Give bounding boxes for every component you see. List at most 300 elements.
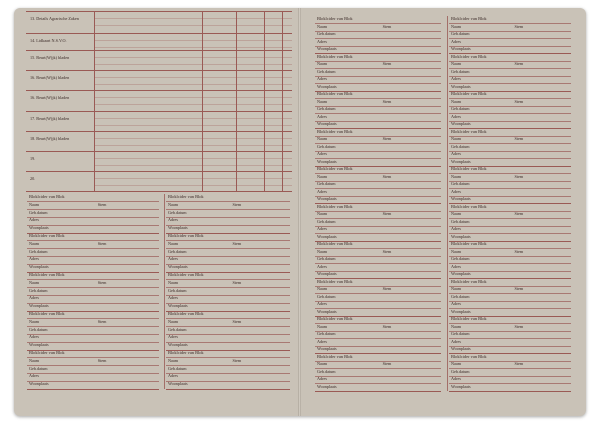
table-row-label: 13. Details Agrarische Zaken (30, 16, 79, 21)
block-stem-label: Stem (514, 323, 524, 329)
block-stem-label: Stem (382, 323, 392, 329)
block-stem-label: Stem (382, 98, 392, 104)
block-rule (449, 376, 571, 377)
block-naam-label: Naam (317, 136, 327, 141)
block-rule (449, 323, 571, 324)
block-naam-label: Naam (168, 357, 178, 363)
block-woonplaats-label: Woonplaats (168, 303, 188, 309)
block-rule (315, 38, 441, 39)
table-rule (26, 11, 292, 12)
block-naam-label: Naam (451, 61, 461, 66)
block-geb-label: Geb.datum (168, 326, 187, 332)
block-adres-label: Adres (451, 76, 462, 81)
block-rule (166, 357, 290, 358)
block-adres-label: Adres (451, 226, 462, 231)
block-bottom-rule (166, 389, 290, 390)
block-geb-label: Geb.datum (168, 209, 187, 215)
block-title: Bloklcider van Blok (29, 194, 65, 199)
block-form (27, 194, 163, 233)
block-geb-label: Geb.datum (168, 287, 187, 293)
block-form (315, 354, 445, 392)
block-form (315, 129, 445, 167)
table-row-label: 14. Lidkaart N.S.V.O. (30, 38, 67, 43)
block-form (449, 354, 575, 392)
block-title: Bloklcider van Blok (451, 241, 487, 246)
block-rule (315, 301, 441, 302)
block-column-divider (447, 16, 448, 391)
block-naam-label: Naam (451, 98, 461, 104)
block-geb-label: Geb.datum (451, 68, 470, 74)
block-geb-label: Geb.datum (451, 31, 470, 36)
block-geb-label: Geb.datum (317, 256, 336, 261)
block-rule (27, 217, 159, 218)
block-naam-label: Naam (317, 248, 327, 254)
block-naam-label: Naam (317, 98, 327, 104)
block-adres-label: Adres (29, 373, 40, 379)
block-rule (27, 318, 159, 319)
block-title: Bloklcider van Blok (451, 316, 487, 321)
block-stem-label: Stem (232, 240, 242, 246)
block-rule (449, 361, 571, 362)
block-geb-label: Geb.datum (451, 293, 470, 299)
block-geb-label: Geb.datum (317, 368, 336, 374)
writing-line (94, 57, 292, 58)
block-geb-label: Geb.datum (451, 256, 470, 261)
block-form (449, 279, 575, 317)
block-woonplaats-label: Woonplaats (168, 264, 188, 270)
block-naam-label: Naam (29, 279, 39, 285)
block-title: Bloklcider van Blok (317, 166, 353, 171)
block-title: Bloklcider van Blok (451, 203, 487, 209)
block-naam-label: Naam (29, 357, 39, 363)
block-stem-label: Stem (382, 136, 392, 141)
table-column-divider (264, 11, 265, 191)
block-rule (449, 338, 571, 339)
block-form (27, 233, 163, 272)
block-title: Bloklcider van Blok (451, 128, 487, 134)
block-adres-label: Adres (451, 263, 462, 269)
block-rule (166, 279, 290, 280)
block-title: Bloklcider van Blok (317, 353, 353, 359)
block-title: Bloklcider van Blok (317, 241, 353, 246)
block-geb-label: Geb.datum (451, 218, 470, 224)
block-adres-label: Adres (168, 217, 179, 223)
block-naam-label: Naam (451, 286, 461, 291)
block-woonplaats-label: Woonplaats (317, 233, 337, 239)
block-woonplaats-label: Woonplaats (29, 381, 49, 387)
block-adres-label: Adres (317, 188, 328, 194)
table-row-label: 19. (30, 156, 36, 161)
block-title: Bloklcider van Blok (451, 166, 487, 171)
writing-line (94, 104, 292, 105)
block-rule (315, 23, 441, 24)
block-title: Bloklcider van Blok (317, 16, 353, 21)
block-form (166, 233, 294, 272)
block-woonplaats-label: Woonplaats (451, 121, 471, 126)
block-woonplaats-label: Woonplaats (317, 121, 337, 126)
table-rule (26, 50, 292, 51)
table-column-divider (202, 11, 203, 191)
block-rule (449, 188, 571, 189)
block-title: Bloklcider van Blok (451, 278, 487, 284)
block-geb-label: Geb.datum (168, 248, 187, 254)
writing-line (94, 145, 292, 146)
table-rule (26, 131, 292, 132)
block-rule (315, 98, 441, 99)
block-stem-label: Stem (382, 23, 392, 29)
block-stem-label: Stem (514, 98, 524, 104)
block-rule (449, 226, 571, 227)
block-woonplaats-label: Woonplaats (451, 346, 471, 351)
writing-line (94, 84, 292, 85)
block-naam-label: Naam (451, 136, 461, 141)
block-naam-label: Naam (451, 23, 461, 29)
block-form (166, 350, 294, 389)
right-page (301, 8, 586, 416)
table-rule (26, 111, 292, 112)
block-woonplaats-label: Woonplaats (451, 83, 471, 89)
block-form (315, 16, 445, 54)
block-rule (27, 279, 159, 280)
block-adres-label: Adres (317, 376, 328, 381)
block-stem-label: Stem (382, 211, 392, 216)
block-title: Bloklcider van Blok (317, 316, 353, 321)
block-title: Bloklcider van Blok (29, 350, 65, 355)
block-rule (315, 211, 441, 212)
block-form (315, 91, 445, 129)
block-geb-label: Geb.datum (317, 331, 336, 336)
block-bottom-rule (315, 391, 441, 392)
block-woonplaats-label: Woonplaats (451, 196, 471, 201)
block-rule (315, 286, 441, 287)
block-rule (315, 188, 441, 189)
block-naam-label: Naam (317, 61, 327, 66)
block-stem-label: Stem (514, 136, 524, 141)
block-geb-label: Geb.datum (451, 106, 470, 111)
block-rule (315, 376, 441, 377)
block-title: Bloklcider van Blok (451, 16, 487, 21)
block-geb-label: Geb.datum (317, 181, 336, 186)
block-adres-label: Adres (29, 217, 40, 223)
block-form (449, 241, 575, 279)
block-rule (449, 76, 571, 77)
block-stem-label: Stem (232, 357, 242, 363)
block-naam-label: Naam (317, 23, 327, 29)
writing-line (94, 178, 292, 179)
block-rule (449, 301, 571, 302)
block-stem-label: Stem (382, 173, 392, 179)
block-naam-label: Naam (451, 173, 461, 179)
block-woonplaats-label: Woonplaats (451, 271, 471, 276)
block-rule (315, 263, 441, 264)
block-rule (449, 151, 571, 152)
table-column-divider (94, 11, 95, 191)
block-stem-label: Stem (382, 361, 392, 366)
block-form (315, 316, 445, 354)
block-geb-label: Geb.datum (451, 368, 470, 374)
block-adres-label: Adres (29, 256, 40, 262)
block-woonplaats-label: Woonplaats (317, 271, 337, 276)
block-rule (449, 211, 571, 212)
block-rule (27, 357, 159, 358)
table-row-label: 15. Beurt(W)jk) bladen (30, 55, 70, 60)
block-title: Bloklcider van Blok (29, 233, 65, 238)
block-naam-label: Naam (29, 318, 39, 324)
block-form (449, 204, 575, 242)
block-rule (449, 23, 571, 24)
table-row-label: 16. Beurt(W)jk) bladen (30, 95, 70, 100)
block-adres-label: Adres (451, 38, 462, 44)
table-rule (26, 33, 292, 34)
block-title: Bloklcider van Blok (451, 353, 487, 359)
block-adres-label: Adres (451, 188, 462, 194)
block-rule (166, 256, 290, 257)
block-title: Bloklcider van Blok (168, 233, 204, 238)
block-geb-label: Geb.datum (317, 31, 336, 36)
block-adres-label: Adres (317, 301, 328, 306)
block-woonplaats-label: Woonplaats (451, 158, 471, 164)
block-woonplaats-label: Woonplaats (317, 383, 337, 389)
block-geb-label: Geb.datum (451, 181, 470, 186)
block-form (166, 272, 294, 311)
block-rule (27, 334, 159, 335)
block-title: Bloklcider van Blok (317, 91, 353, 96)
block-form (449, 129, 575, 167)
block-rule (27, 256, 159, 257)
block-title: Bloklcider van Blok (317, 128, 353, 134)
block-geb-label: Geb.datum (29, 326, 48, 332)
block-title: Bloklcider van Blok (168, 272, 204, 277)
block-stem-label: Stem (514, 211, 524, 216)
block-column-divider (164, 194, 165, 389)
block-geb-label: Geb.datum (29, 209, 48, 215)
block-naam-label: Naam (317, 211, 327, 216)
table-rule (26, 191, 292, 192)
block-stem-label: Stem (97, 318, 107, 324)
block-stem-label: Stem (97, 201, 107, 207)
writing-line (94, 118, 292, 119)
block-woonplaats-label: Woonplaats (168, 225, 188, 231)
block-rule (315, 61, 441, 62)
block-adres-label: Adres (29, 295, 40, 301)
block-bottom-rule (27, 389, 159, 390)
table-row-label: 18. Beurt(W)jk) bladen (30, 136, 70, 141)
block-title: Bloklcider van Blok (317, 203, 353, 209)
writing-line (94, 138, 292, 139)
block-geb-label: Geb.datum (29, 287, 48, 293)
block-rule (315, 113, 441, 114)
writing-line (94, 165, 292, 166)
block-rule (166, 201, 290, 202)
block-woonplaats-label: Woonplaats (317, 196, 337, 201)
block-stem-label: Stem (514, 248, 524, 254)
block-rule (166, 240, 290, 241)
block-form (315, 279, 445, 317)
table-row-label: 17. Beurt(W)jk) bladen (30, 116, 70, 121)
block-adres-label: Adres (168, 334, 179, 340)
block-form (27, 350, 163, 389)
block-woonplaats-label: Woonplaats (29, 342, 49, 348)
left-page (14, 8, 299, 416)
block-bottom-rule (449, 391, 571, 392)
block-naam-label: Naam (317, 323, 327, 329)
block-form (315, 166, 445, 204)
table-rule (26, 171, 292, 172)
block-rule (449, 38, 571, 39)
writing-line (94, 25, 292, 26)
block-adres-label: Adres (451, 301, 462, 306)
block-form (166, 311, 294, 350)
block-geb-label: Geb.datum (317, 293, 336, 299)
block-geb-label: Geb.datum (317, 68, 336, 74)
block-adres-label: Adres (451, 113, 462, 119)
block-rule (449, 136, 571, 137)
block-stem-label: Stem (514, 173, 524, 179)
block-rule (449, 286, 571, 287)
block-stem-label: Stem (514, 286, 524, 291)
block-form (27, 311, 163, 350)
block-stem-label: Stem (382, 248, 392, 254)
block-adres-label: Adres (168, 295, 179, 301)
block-adres-label: Adres (317, 38, 328, 44)
block-naam-label: Naam (168, 318, 178, 324)
block-rule (166, 334, 290, 335)
block-title: Bloklcider van Blok (29, 311, 65, 316)
block-form (315, 204, 445, 242)
writing-line (94, 158, 292, 159)
block-rule (449, 248, 571, 249)
block-geb-label: Geb.datum (317, 218, 336, 224)
block-woonplaats-label: Woonplaats (29, 264, 49, 270)
block-form (315, 241, 445, 279)
block-form (449, 166, 575, 204)
block-rule (315, 226, 441, 227)
block-rule (27, 373, 159, 374)
block-woonplaats-label: Woonplaats (451, 233, 471, 239)
block-title: Bloklcider van Blok (168, 311, 204, 316)
block-rule (449, 61, 571, 62)
writing-line (94, 40, 292, 41)
block-woonplaats-label: Woonplaats (317, 346, 337, 351)
block-form (449, 316, 575, 354)
block-adres-label: Adres (317, 76, 328, 81)
writing-line (94, 97, 292, 98)
block-rule (27, 295, 159, 296)
writing-line (94, 77, 292, 78)
table-column-divider (236, 11, 237, 191)
table-row-label: 16. Beurt(W)jk) bladen (30, 75, 70, 80)
block-rule (27, 240, 159, 241)
block-naam-label: Naam (317, 361, 327, 366)
block-rule (27, 201, 159, 202)
block-title: Bloklcider van Blok (451, 91, 487, 96)
document-spread (14, 8, 586, 416)
block-adres-label: Adres (168, 373, 179, 379)
block-adres-label: Adres (451, 151, 462, 156)
writing-line (94, 18, 292, 19)
block-naam-label: Naam (451, 211, 461, 216)
block-woonplaats-label: Woonplaats (29, 225, 49, 231)
block-stem-label: Stem (232, 279, 242, 285)
block-woonplaats-label: Woonplaats (451, 383, 471, 389)
block-rule (449, 98, 571, 99)
block-rule (315, 338, 441, 339)
block-naam-label: Naam (451, 361, 461, 366)
block-rule (315, 151, 441, 152)
table-rule (26, 70, 292, 71)
block-naam-label: Naam (168, 240, 178, 246)
block-geb-label: Geb.datum (29, 365, 48, 371)
block-title: Bloklcider van Blok (168, 194, 204, 199)
block-stem-label: Stem (232, 201, 242, 207)
writing-line (94, 64, 292, 65)
table-rule (26, 151, 292, 152)
block-naam-label: Naam (317, 173, 327, 179)
block-rule (315, 323, 441, 324)
block-stem-label: Stem (514, 61, 524, 66)
block-rule (166, 318, 290, 319)
block-adres-label: Adres (317, 338, 328, 344)
block-woonplaats-label: Woonplaats (317, 158, 337, 164)
block-naam-label: Naam (317, 286, 327, 291)
block-form (449, 91, 575, 129)
block-woonplaats-label: Woonplaats (29, 303, 49, 309)
block-title: Bloklcider van Blok (317, 278, 353, 284)
block-adres-label: Adres (168, 256, 179, 262)
block-rule (449, 113, 571, 114)
writing-line (94, 47, 292, 48)
block-rule (166, 295, 290, 296)
block-title: Bloklcider van Blok (451, 53, 487, 59)
block-woonplaats-label: Woonplaats (317, 83, 337, 89)
block-adres-label: Adres (317, 151, 328, 156)
block-geb-label: Geb.datum (168, 365, 187, 371)
block-woonplaats-label: Woonplaats (451, 46, 471, 51)
block-stem-label: Stem (97, 279, 107, 285)
block-stem-label: Stem (232, 318, 242, 324)
block-stem-label: Stem (514, 361, 524, 366)
block-adres-label: Adres (317, 226, 328, 231)
block-rule (166, 217, 290, 218)
block-woonplaats-label: Woonplaats (317, 46, 337, 51)
block-rule (315, 173, 441, 174)
table-row-label: 20. (30, 176, 36, 181)
block-form (449, 16, 575, 54)
block-geb-label: Geb.datum (451, 331, 470, 336)
block-woonplaats-label: Woonplaats (168, 381, 188, 387)
block-rule (449, 173, 571, 174)
block-stem-label: Stem (382, 286, 392, 291)
block-title: Bloklcider van Blok (317, 53, 353, 59)
block-form (27, 272, 163, 311)
block-woonplaats-label: Woonplaats (168, 342, 188, 348)
block-geb-label: Geb.datum (317, 143, 336, 149)
block-naam-label: Naam (168, 201, 178, 207)
writing-line (94, 125, 292, 126)
block-naam-label: Naam (29, 201, 39, 207)
block-title: Bloklcider van Blok (29, 272, 65, 277)
block-stem-label: Stem (514, 23, 524, 29)
block-adres-label: Adres (29, 334, 40, 340)
block-form (315, 54, 445, 92)
block-geb-label: Geb.datum (29, 248, 48, 254)
table-column-divider (282, 11, 283, 191)
block-naam-label: Naam (451, 248, 461, 254)
block-woonplaats-label: Woonplaats (317, 308, 337, 314)
block-rule (449, 263, 571, 264)
block-form (166, 194, 294, 233)
block-adres-label: Adres (451, 376, 462, 381)
